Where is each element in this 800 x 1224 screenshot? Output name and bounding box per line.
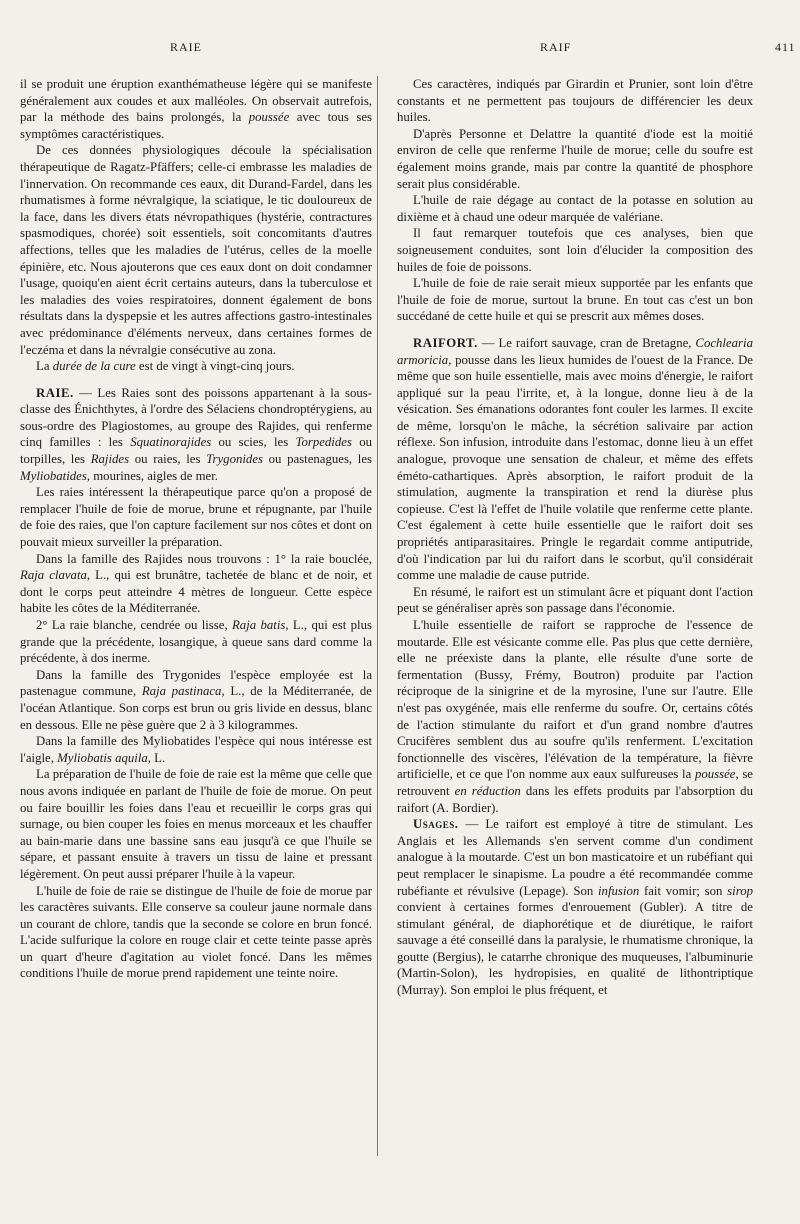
text-run: D'après Personne et Delattre la quantité d'iode est la moitié environ de celle que renferme l'huile de morue; celle du soufre est également moins grande, mais par contre la quantité de phosphore serait plus considérable. [397, 126, 753, 191]
italic-term: infusion [598, 883, 640, 898]
paragraph [397, 126, 753, 192]
italic-term: poussée [694, 767, 736, 782]
paragraph [20, 617, 372, 667]
italic-term: Raja clavata [20, 568, 87, 583]
text-run: Il faut remarquer toutefois que ces analyses, bien que soigneusement conduites, sont loin d'élucider la composition des huiles de foie de poissons. [397, 226, 753, 274]
text-run: ou raies, les [129, 452, 207, 467]
paragraph [20, 142, 372, 358]
italic-term: Rajides [90, 452, 130, 467]
text-run: La [36, 359, 53, 374]
paragraph [20, 385, 372, 485]
italic-term: Raja batis [231, 618, 286, 632]
text-run: , L., de la Méditerranée, de l'océan Atlantique. Son corps est brun ou gris livide en dessus, blanc en dessous. Elle ne pèse guère que 2 à 3 kilogrammes. [20, 684, 372, 732]
text-run: ou scies, les [211, 435, 296, 450]
paragraph [397, 335, 753, 584]
paragraph [397, 225, 753, 275]
italic-term: en réduction [454, 783, 521, 798]
entry-heading: RAIE. [36, 385, 74, 400]
text-run: De ces données physiologiques découle la spécialisation thérapeutique de Ragatz-Pfäffers; celle-ci embrasse les maladies de l'innervation. On recommande ces eaux, dit Durand-Fardel, dans les rhumatismes à forme névralgique, la sciatique, le tic douloureux de la face, dans les divers états névropathiques (hystérie, contractures spasmodiques, chorée) soit essentiels, soit concomitants d'autres affections, telles que les maladies de l'utérus, celles de la moelle épinière, etc. Nous ajouterons que ces eaux dont on doit condamner l'usage, quoiqu'en aient écrit certains auteurs, dans la tuberculose et les maladies des voies respiratoires, donnent également de bons résultats dans la dyspepsie et les autres affections gastro-intestinales avec prédominance d'éléments nerveux, dans certaines formes de l'eczéma et dans la névralgie consécutive au zona. [20, 143, 372, 357]
right-column [397, 76, 753, 999]
text-run: , se retrouvent [397, 767, 753, 798]
entry-heading: RAIFORT. [413, 335, 478, 350]
italic-term: Myliobatis aquila [57, 750, 148, 765]
paragraph [397, 617, 753, 816]
italic-term: Torpedides [295, 435, 352, 450]
paragraph [397, 76, 753, 126]
text-run: ou torpilles, les [20, 435, 373, 467]
paragraph [20, 766, 372, 882]
paragraph [20, 551, 372, 617]
text-run: L'huile essentielle de raifort se rapproche de l'essence de moutarde. Elle est vésicante comme elle. Pas plus que cette dernière, elle ne préexiste dans la plante, elle résulte d'une sorte de fermentation (Bussy, Frémy, Boutron) produite par l'action réciproque de la sinigrine et de la myrosine, l'une sur l'autre. Elle n'est pas oxygénée, mais elle renferme du soufre. Or, certains côtés de l'action stimulante du raifort et d'un grand nombre d'autres Crucifères semblent dus au soufre qu'ils renferment. L'excitation fonctionnelle des viscères, l'élévation de la température, la fièvre artificielle, et ce que l'on nomme aux eaux sulfureuses la [397, 618, 753, 782]
paragraph [20, 667, 372, 733]
left-column [20, 76, 372, 982]
text-run: , L. [147, 750, 166, 765]
paragraph [20, 76, 372, 142]
text-run: Les raies intéressent la thérapeutique parce qu'on a proposé de remplacer l'huile de foie de morue, brune et répugnante, par l'huile de foie des raies, que l'on capture facilement sur nos côtes et dont on pouvait mieux surveiller la préparation. [20, 485, 372, 550]
entry-heading: Usages. [413, 817, 459, 832]
italic-term: poussée [248, 110, 290, 125]
text-run: , mourines, aigles de mer. [86, 468, 218, 483]
text-run: L'huile de foie de raie se distingue de l'huile de foie de morue par les caractères suivants. Elle conserve sa couleur jaune normale dans un courant de chlore, tandis que la seconde se colore en brun foncé. L'acide sulfurique la colore en rouge clair et cette teinte passe après un quart d'heure d'agitation au violet foncé. Dans les mêmes conditions l'huile de morue prend rapidement une teinte noire. [20, 883, 372, 981]
text-run: — Le raifort sauvage, cran de Bretagne, [477, 335, 696, 350]
text-run: fait vomir; son [639, 883, 728, 898]
text-run: 2° La raie blanche, cendrée ou lisse, [36, 618, 232, 632]
paragraph [397, 584, 753, 617]
paragraph [397, 275, 753, 325]
text-run: Dans la famille des Myliobatides l'espèce qui nous intéresse est l'aigle, [20, 734, 372, 765]
paragraph [397, 192, 753, 225]
running-head-left: RAIE [170, 40, 202, 54]
text-run: En résumé, le raifort est un stimulant âcre et piquant dont l'action peut se généraliser après son passage dans l'économie. [397, 584, 753, 616]
page-number: 411 [775, 40, 796, 54]
text-run: , L., qui est plus grande que la précédente, losangique, à queue sans dard comme la précédente, à dos inerme. [20, 618, 372, 666]
text-run: dans les effets produits par l'absorption du raifort (A. Bordier). [397, 783, 753, 815]
running-head-right: RAIF [540, 40, 572, 54]
text-run: — Les Raies sont des poissons appartenant à la sous-classe des Énichthytes, à l'ordre des Sélaciens chondroptérygiens, au sous-ordre des Plagiostomes, au groupe des Rajides, qui renferme cinq familles : les [20, 385, 372, 450]
text-run: Ces caractères, indiqués par Girardin et Prunier, sont loin d'être constants et ne permettent pas toujours de différencier les deux huiles. [397, 77, 753, 125]
text-run: , pousse dans les lieux humides de l'ouest de la France. De même que son huile essentielle, mais avec moins d'énergie, le raifort appliqué sur la peau l'irrite, et, à la longue, donne lieu à de la vésication. Ses émanations odorantes font couler les larmes. Il excite de même, lorsqu'on le mâche, la sécrétion salivaire par action réflexe. Son infusion, introduite dans l'estomac, donne lieu à un effet analogue, provoque une sensation de chaleur, et même des effets éméto-cathartiques. Après absorption, le raifort produit de la stimulation, augmente la transpiration et rend la diurèse plus copieuse. C'est là l'effet de l'huile volatile que renferme cette plante. C'est également à cette huile essentielle que le raifort doit ses propriétés antiparasitaires. Pringle le regardait comme antiputride, d'où l'indication par lui du raifort dans le scorbut, qu'il considérait comme une maladie de cause putride. [397, 352, 753, 583]
text-run: avec tous ses symptômes caractéristiques. [20, 110, 372, 141]
paragraph [20, 484, 372, 550]
italic-term: Cochlearia armoricia [397, 335, 753, 367]
paragraph [20, 358, 372, 375]
text-run: est de vingt à vingt-cinq jours. [135, 359, 295, 374]
text-run: ou pastenagues, les [262, 452, 373, 467]
paragraph [397, 816, 753, 999]
italic-term: sirop [727, 883, 754, 898]
text-run: Dans la famille des Rajides nous trouvons : 1° la raie bouclée, [36, 551, 372, 566]
text-run: L'huile de raie dégage au contact de la potasse en solution au dixième et à chaud une odeur marquée de valériane. [397, 193, 753, 224]
italic-term: durée de la cure [52, 359, 136, 374]
text-run: Dans la famille des Trygonides l'espèce employée est la pastenague commune, [20, 667, 372, 699]
text-run: il se produit une éruption exanthématheuse légère qui se manifeste généralement aux coudes et aux malléoles. On observait autrefois, par la méthode des bains prolongés, la [20, 77, 372, 125]
text-run: , L., qui est brunâtre, tachetée de blanc et de noir, et dont le corps peut atteindre 4 mètres de longueur. Cette espèce habite les côtes de la Méditerranée. [20, 568, 372, 616]
text-run: — Le raifort est employé à titre de stimulant. Les Anglais et les Allemands s'en servent comme d'un condiment analogue à la moutarde. C'est un bon masticatoire et un rubéfiant qui peut remplacer le sinapisme. La poudre a été recommandée comme rubéfiante et révulsive (Lepage). Son [397, 817, 753, 898]
text-run: convient à certaines formes d'enrouement (Gubler). A titre de stimulant général, de diaphorétique et de diurétique, le raifort sauvage a été conseillé dans la paralysie, le rhumatisme chronique, la goutte (Bergius), le catarrhe chronique des muqueuses, l'albuminurie (Martin-Solon), les hydropisies, en qualité de lithontriptique (Murray). Son emploi le plus fréquent, et [397, 900, 753, 998]
italic-term: Raja pastinaca [141, 684, 222, 699]
italic-term: Squatinorajides [130, 435, 212, 450]
paragraph [20, 883, 372, 983]
italic-term: Trygonides [206, 452, 263, 467]
text-run: L'huile de foie de raie serait mieux supportée par les enfants que l'huile de foie de morue, surtout la brune. En tout cas c'est un bon succédané de cette huile et qui se prescrit aux mêmes doses. [397, 276, 753, 324]
text-run: La préparation de l'huile de foie de raie est la même que celle que nous avons indiquée en parlant de l'huile de foie de morue. On peut ou faire bouillir les foies dans l'eau et recueillir le corps gras qui surnage, ou bien couper les foies en menus morceaux et les chauffer au bain-marie dans une bassine sans eau jusqu'à ce que l'huile se sépare, et passant ensuite à travers un tissu de laine et pressant légèrement. On peut aussi préparer l'huile à la vapeur. [20, 767, 372, 881]
italic-term: Myliobatides [20, 468, 87, 483]
paragraph [20, 733, 372, 766]
column-divider [377, 76, 378, 1156]
